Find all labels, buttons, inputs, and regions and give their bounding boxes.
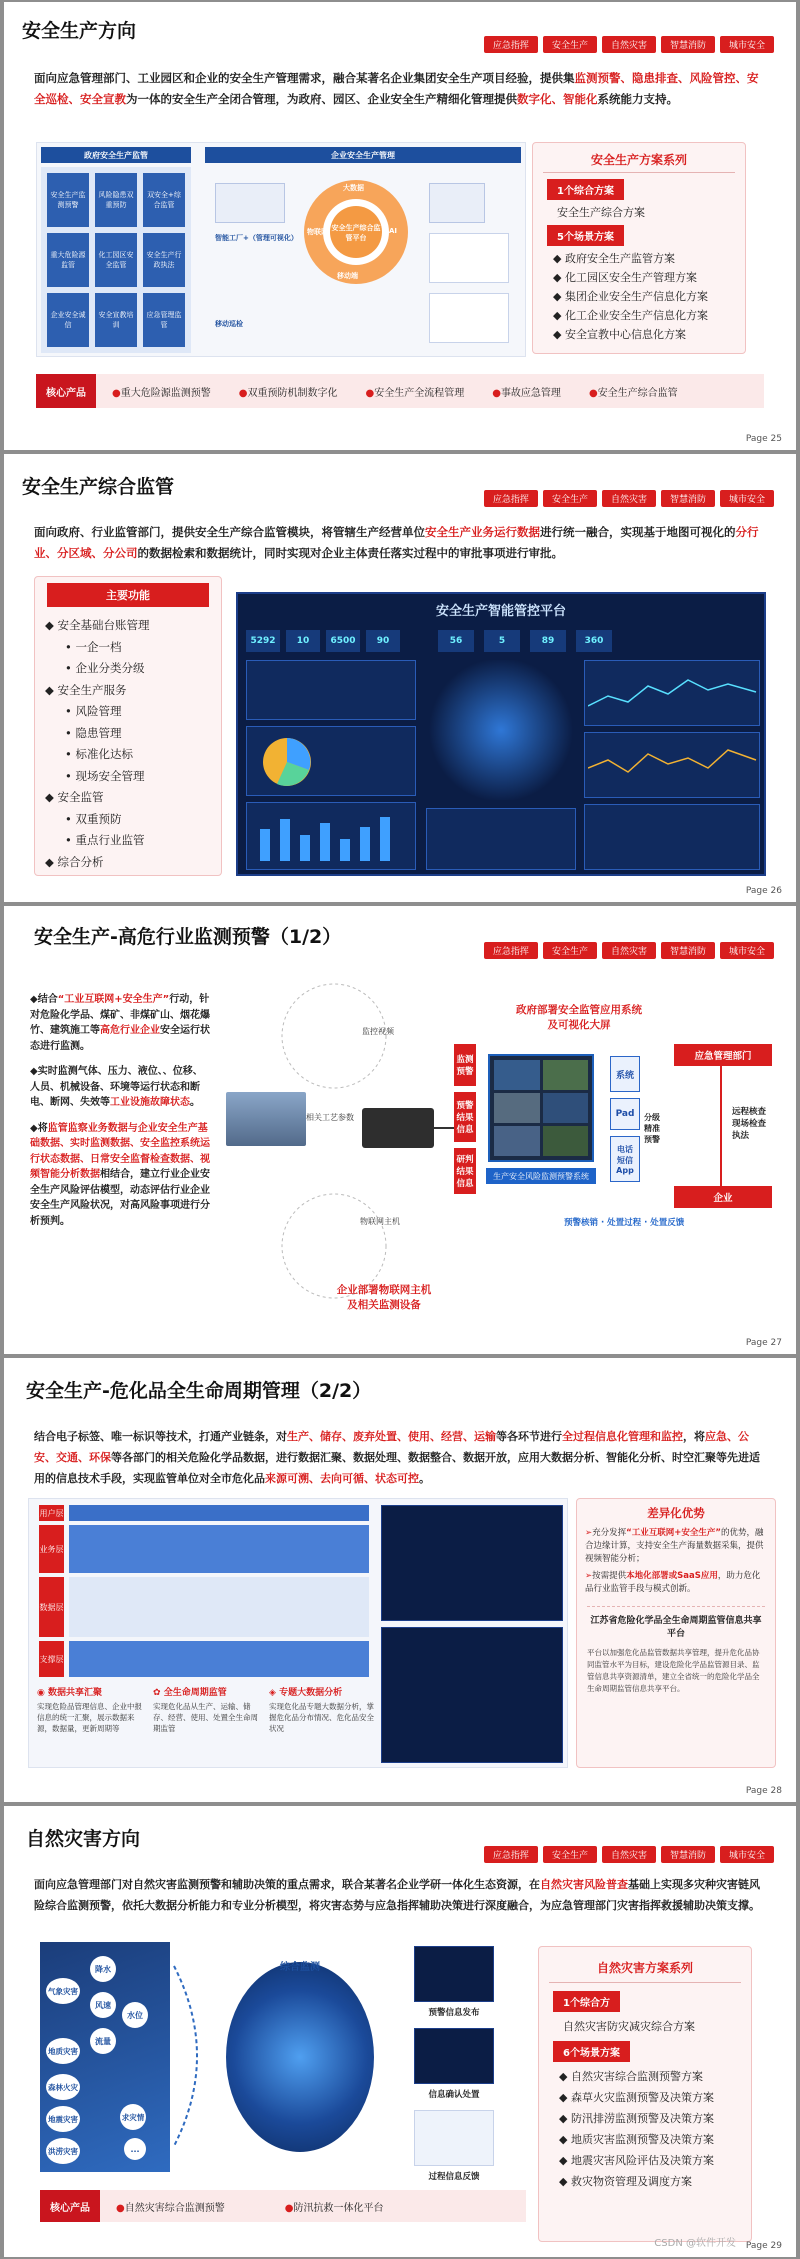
function-item: ◆ 安全基础台账管理: [45, 618, 150, 632]
feature-card: [37, 1685, 147, 1734]
slide-title: 安全生产-高危行业监测预警（1/2）: [34, 926, 342, 948]
screen-thumb: [414, 2110, 494, 2166]
adv-title: 差异化优势: [647, 1506, 705, 1520]
gov-box: 企业安全诚信: [47, 293, 89, 347]
iot-host: [362, 1108, 434, 1148]
stack-label: 监测 预警: [454, 1044, 476, 1086]
panel-bars-2: [584, 804, 760, 870]
dashboard-title: 安全生产智能管控平台: [435, 604, 566, 619]
tag: 应急指挥: [484, 942, 538, 959]
arch-cell: [69, 1577, 369, 1637]
function-sub: • 现场安全管理: [65, 768, 145, 783]
feature-card: [269, 1685, 379, 1734]
tag: 应急指挥: [484, 490, 538, 507]
watermark: CSDN @软件开发: [654, 2238, 736, 2249]
list-item: ◆ 地震灾害风险评估及决策方案: [559, 2154, 714, 2167]
plain-item: 安全生产综合方案: [557, 206, 645, 219]
core-product-bar: [40, 2190, 526, 2222]
center-label: 综合监测: [280, 1962, 320, 1973]
feature-title: ✿ 全生命周期监管: [153, 1688, 227, 1698]
tag-row: [484, 942, 774, 959]
tag: 智慧消防: [661, 490, 715, 507]
adv-item: ➢按需提供本地化部署或SaaS应用，助力危化品行业监管手段与模式创新。: [585, 1571, 761, 1594]
panel-pie: [246, 726, 416, 796]
list-item: ◆ 政府安全生产监管方案: [553, 252, 675, 265]
gov-box: 应急管理监管: [143, 293, 185, 347]
panel-title: 自然灾害方案系列: [596, 1961, 693, 1975]
feature-title: ◉ 数据共享汇聚: [37, 1688, 103, 1698]
core-label: 核心产品: [36, 374, 96, 408]
bubble: 地质灾害: [46, 2038, 80, 2064]
arch-row: 用户层: [39, 1505, 64, 1521]
core-item: ●自然灾害综合监测预警: [116, 2202, 225, 2214]
bubble: 地震灾害: [46, 2106, 80, 2132]
stack-label: 预警 结果 信息: [454, 1092, 476, 1142]
slide-comprehensive-supervision: [4, 454, 796, 902]
note-card: [429, 293, 509, 343]
bubble: 气象灾害: [46, 1978, 80, 2004]
bottom-note: 移动巡检: [215, 320, 243, 328]
flow-label: 预警核销 · 处置过程 · 处置反馈: [564, 1218, 685, 1228]
enterprise-box: 企业: [674, 1186, 772, 1208]
stat: 360: [576, 630, 612, 652]
panel-line-2: [584, 732, 760, 798]
stat: 89: [530, 630, 566, 652]
sub-tag: 1个综合方: [553, 1991, 620, 2012]
sub-tag: 1个综合方案: [547, 179, 624, 200]
function-sub: • 企业分类分级: [65, 661, 145, 675]
tag: 安全生产: [543, 490, 597, 507]
list-item: ◆ 安全宣教中心信息化方案: [553, 328, 686, 341]
bubble: 求灾情: [120, 2104, 146, 2130]
function-panel: [34, 576, 222, 876]
tag: 安全生产: [543, 36, 597, 53]
map-thumbnail: [215, 183, 285, 223]
gov-box: 安全宣教培训: [95, 293, 137, 347]
solution-panel: [538, 1946, 752, 2242]
bar-chart: [252, 809, 412, 865]
function-sub: • 风险管理: [65, 704, 122, 718]
tag: 城市安全: [720, 942, 774, 959]
stat: 10: [286, 630, 320, 652]
advantage-panel: [576, 1498, 776, 1768]
tag: 城市安全: [720, 36, 774, 53]
function-item: ◆ 安全生产服务: [45, 682, 127, 697]
gov-box: 风险隐患双重预防: [95, 173, 137, 227]
map-area: [426, 660, 576, 800]
flow-step: 预警信息发布: [428, 2008, 480, 2018]
arc-arrows: [170, 1956, 230, 2156]
tag: 自然灾害: [602, 1846, 656, 1863]
list-item: ◆ 森草火灾监测预警及决策方案: [559, 2091, 714, 2104]
conn-label: 监控视频: [362, 1027, 394, 1036]
tag: 智慧消防: [661, 942, 715, 959]
list-item: ◆ 救灾物资管理及调度方案: [559, 2175, 692, 2188]
tag-row: [484, 1846, 774, 1863]
tag: 安全生产: [543, 942, 597, 959]
solution-panel: [532, 142, 746, 354]
tag: 应急指挥: [484, 1846, 538, 1863]
page-number: Page 25: [745, 434, 782, 444]
gov-box: 重大危险源监管: [47, 233, 89, 287]
device-system: 系统: [610, 1056, 640, 1092]
adv-list: [577, 1525, 775, 1598]
architecture-area: [28, 1498, 568, 1768]
line-chart: [588, 738, 758, 794]
list-item: ◆ 化工企业安全生产信息化方案: [553, 309, 708, 322]
panel-title: 安全生产方案系列: [590, 153, 687, 167]
stat: 90: [366, 630, 400, 652]
flow-step: 过程信息反馈: [428, 2172, 480, 2182]
function-item: ◆ 安全监管: [45, 790, 104, 804]
core-item: ●防汛抗救一体化平台: [284, 2202, 384, 2214]
ring-label: 物联网: [307, 228, 328, 236]
flow-step: 信息确认处置: [428, 2090, 480, 2100]
stat: 6500: [326, 630, 360, 652]
mgmt-box: 应急管理部门: [674, 1044, 772, 1066]
function-title: 主要功能: [47, 583, 209, 607]
screen-thumbnail: [429, 183, 485, 223]
analysis-icon: ◈: [269, 1688, 276, 1698]
slide-safety-production: [4, 2, 796, 450]
screen-thumb: [414, 1946, 494, 2002]
core-item: ●事故应急管理: [492, 387, 561, 399]
case-title: 江苏省危险化学品全生命周期监管信息共享平台: [590, 1616, 762, 1639]
page-number: Page 26: [745, 886, 782, 896]
screen-thumb: [414, 2028, 494, 2084]
tag: 应急指挥: [484, 36, 538, 53]
sub-tag: 6个场景方案: [553, 2041, 630, 2062]
left-note: 智能工厂+（管理可视化）: [215, 234, 298, 242]
tag-row: [484, 36, 774, 53]
slide-title: 安全生产-危化品全生命周期管理（2/2）: [26, 1380, 372, 1402]
gov-box: 化工园区安全监管: [95, 233, 137, 287]
core-item: ●安全生产全流程管理: [365, 387, 465, 399]
tag: 自然灾害: [602, 490, 656, 507]
arch-cell: [69, 1505, 369, 1521]
bubble: ...: [124, 2138, 146, 2160]
note-card: [429, 233, 509, 283]
panel-gauges: [246, 660, 416, 720]
core-label: 核心产品: [40, 2190, 100, 2222]
tag: 自然灾害: [602, 36, 656, 53]
function-item: ◆ 综合分析: [45, 854, 104, 869]
gov-box: 双安全+综合监管: [143, 173, 185, 227]
dashboard-screenshot: [236, 592, 766, 876]
feature-text: 实现危化品专题大数据分析，掌握危化品分布情况、危化品安全状况: [269, 1702, 374, 1733]
function-sub: • 标准化达标: [65, 747, 133, 761]
feature-title: ◈ 专题大数据分析: [269, 1688, 343, 1698]
conn-label: 物联网主机: [360, 1217, 400, 1226]
ring-label: 大数据: [343, 184, 364, 192]
ent-label: 企业部署物联网主机 及相关监测设备: [336, 1284, 432, 1311]
arch-row: 支撑层: [39, 1641, 64, 1677]
panel-bars: [246, 802, 416, 870]
arch-row: 业务层: [39, 1525, 64, 1573]
feature-text: 实现危化品从生产、运输、储存、经营、使用、处置全生命周期监管: [153, 1702, 258, 1733]
tag: 城市安全: [720, 1846, 774, 1863]
tag: 自然灾害: [602, 942, 656, 959]
intro-text: 面向应急管理部门对自然灾害监测预警和辅助决策的重点需求，联合某著名企业学研一体化生态资源，在自然灾害风险普查基础上实现多灾种灾害链风险综合监测预警，依托大数据分析能力和专业分析模型，将灾害态势与应急指挥辅助决策进行深度融合，为应急管理部门灾害指挥救援辅助决策支撑。: [34, 1878, 760, 1912]
dashboard-thumbnail: [381, 1627, 563, 1763]
bubble: 降水: [90, 1956, 116, 1982]
function-sub: • 隐患管理: [65, 725, 122, 740]
gov-title: 政府安全生产监管: [41, 147, 191, 163]
arch-row: 数据层: [39, 1577, 64, 1637]
page-number: Page 27: [745, 1338, 782, 1348]
core-product-bar: [36, 374, 764, 408]
device-pad: Pad: [610, 1098, 640, 1130]
bubble: 流量: [90, 2028, 116, 2054]
tag: 智慧消防: [661, 36, 715, 53]
core-item: ●安全生产综合监管: [588, 387, 678, 399]
core-item: ●重大危险源监测预警: [112, 387, 211, 399]
center-label: 安全生产综合监管平台: [331, 224, 381, 242]
ent-title: 企业安全生产管理: [205, 147, 521, 163]
tag: 智慧消防: [661, 1846, 715, 1863]
conn-label: 相关工艺参数: [306, 1113, 354, 1122]
case-text: 平台以加强危化品监管数据共享管理，提升危化品协同监管水平为目标，建设危险化学品监管源目录、监管信息共享资源清单，建立全省统一的危险化学品全生命周期监管信息共享平台。: [587, 1648, 760, 1693]
list-item: ◆ 自然灾害综合监测预警方案: [559, 2070, 703, 2083]
slide-title: 自然灾害方向: [26, 1828, 141, 1850]
page-number: Page 28: [745, 1786, 782, 1796]
stat: 56: [438, 630, 474, 652]
gov-box: 安全生产监测预警: [47, 173, 89, 227]
stack-label: 研判 结果 信息: [454, 1148, 476, 1194]
slide-natural-disaster: [4, 1806, 796, 2257]
ring-label: AI: [389, 227, 398, 235]
intro-text: 结合电子标签、唯一标识等技术，打通产业链条，对生产、储存、废弃处置、使用、经营、运输等各环节进行全过程信息化管理和监控，将应急、公安、交通、环保等各部门的相关危险化学品数据，进行数据汇聚、数据处理、数据整合、数据开放，应用大数据分析、智能化分析、时空汇聚等先进适用的信息技术手段，实现监管单位对全市危化品来源可溯、去向可循、状态可控。: [34, 1430, 760, 1485]
gov-box: 安全生产行政执法: [143, 233, 185, 287]
bullet: ◆将监管监察业务数据与企业安全生产基础数据、实时监测数据、安全监控系统运行状态数据、日常安全监督检查数据、视频智能分析数据相结合，建立行业企业安全生产风险评估模型，动态评估行业企业安全生产风险状况，对高风险事项进行分析预判。: [30, 1122, 210, 1227]
function-sub: • 一企一档: [65, 639, 122, 654]
bullet: ◆实时监测气体、压力、液位、、位移、人员、机械设备、环境等运行状态和断电、断网、失效等工业设施故障状态。: [30, 1066, 203, 1108]
bullet: ◆结合“工业互联网+安全生产”行动，针对危险化学品、煤矿、非煤矿山、烟花爆竹、建筑施工等高危行业企业安全运行状态进行监测。: [30, 994, 210, 1052]
function-sub: • 双重预防: [65, 811, 122, 826]
platform-label: 生产安全风险监测预警系统: [486, 1168, 596, 1184]
db-icon: ◉: [37, 1688, 45, 1698]
intro-text: 面向应急管理部门、工业园区和企业的安全生产管理需求，融合某著名企业集团安全生产项目经验，提供集监测预警、隐患排查、风险管控、安全巡检、安全宣教为一体的安全生产全闭合管理，为政府、园区、企业安全生产精细化管理提供数字化、智能化系统能力支持。: [34, 71, 759, 106]
feature-text: 实现危险品管理信息、企业中报信息的统一汇聚，展示数据来源，数据量，更新周期等: [37, 1702, 142, 1733]
list-item: ◆ 化工园区安全生产管理方案: [553, 271, 697, 284]
bubble: 森林火灾: [46, 2074, 80, 2100]
panel-line-1: [584, 660, 760, 726]
monitor-wall: [488, 1054, 594, 1162]
stat: 5: [484, 630, 520, 652]
panel-lines: [426, 808, 576, 870]
grade-label: 分级 精准 预警: [644, 1113, 660, 1144]
arch-cell: [69, 1641, 369, 1677]
core-item: ●双重预防机制数字化: [238, 387, 338, 399]
slide-hazchem-lifecycle: [4, 1358, 796, 1802]
tag: 安全生产: [543, 1846, 597, 1863]
pie-chart: [257, 732, 317, 792]
bubble: 风速: [90, 1992, 116, 2018]
gov-label: 政府部署安全监管应用系统 及可视化大屏: [516, 1004, 642, 1031]
list-item: ◆ 地质灾害监测预警及决策方案: [559, 2133, 714, 2146]
list-item: ◆ 集团企业安全生产信息化方案: [553, 290, 708, 303]
intro-text: 面向政府、行业监管部门，提供安全生产综合监管模块，将管辖生产经营单位安全生产业务运行数据进行统一融合，实现基于地图可视化的分行业、分区域、分公司的数据检索和数据统计，同时实现对企业主体责任落实过程中的审批事项进行审批。: [34, 525, 759, 560]
globe: [226, 1962, 374, 2152]
factory-image: [226, 1092, 306, 1146]
page-number: Page 29: [745, 2241, 782, 2251]
line-chart: [588, 666, 758, 722]
slide-title: 安全生产方向: [22, 20, 137, 42]
slide-high-risk-monitoring: [4, 906, 796, 1354]
architecture-diagram: [36, 142, 526, 357]
bullet-list: [30, 992, 210, 1229]
stat-row: [246, 630, 400, 652]
tag-row: [484, 490, 774, 507]
feature-card: [153, 1685, 263, 1734]
connector: [434, 1127, 454, 1129]
slide-title: 安全生产综合监管: [22, 476, 175, 498]
adv-item: ➢充分发挥“工业互联网+安全生产”的优势，融合边缘计算，支持安全生产海量数据采集，提供视频智能分析；: [585, 1528, 764, 1564]
list-item: ◆ 防汛排涝监测预警及决策方案: [559, 2112, 714, 2125]
sub-tag: 5个场景方案: [547, 225, 624, 246]
vertical-line: [720, 1066, 722, 1186]
lifecycle-icon: ✿: [153, 1688, 161, 1698]
tag: 城市安全: [720, 490, 774, 507]
remote-label: 远程核查 现场检查 执法: [732, 1107, 767, 1141]
stat-row: [438, 630, 612, 652]
plain-item: 自然灾害防灾减灾综合方案: [563, 2020, 695, 2033]
ring-label: 移动端: [337, 272, 358, 280]
bubble: 水位: [122, 2002, 148, 2028]
function-sub: • 重点行业监管: [65, 833, 145, 847]
arch-cell: [69, 1525, 369, 1573]
bubble: 洪涝灾害: [46, 2138, 80, 2164]
dashboard-thumbnail: [381, 1505, 563, 1621]
device-phone: 电话 短信 App: [610, 1136, 640, 1182]
gov-grid: [41, 167, 191, 353]
stat: 5292: [246, 630, 280, 652]
